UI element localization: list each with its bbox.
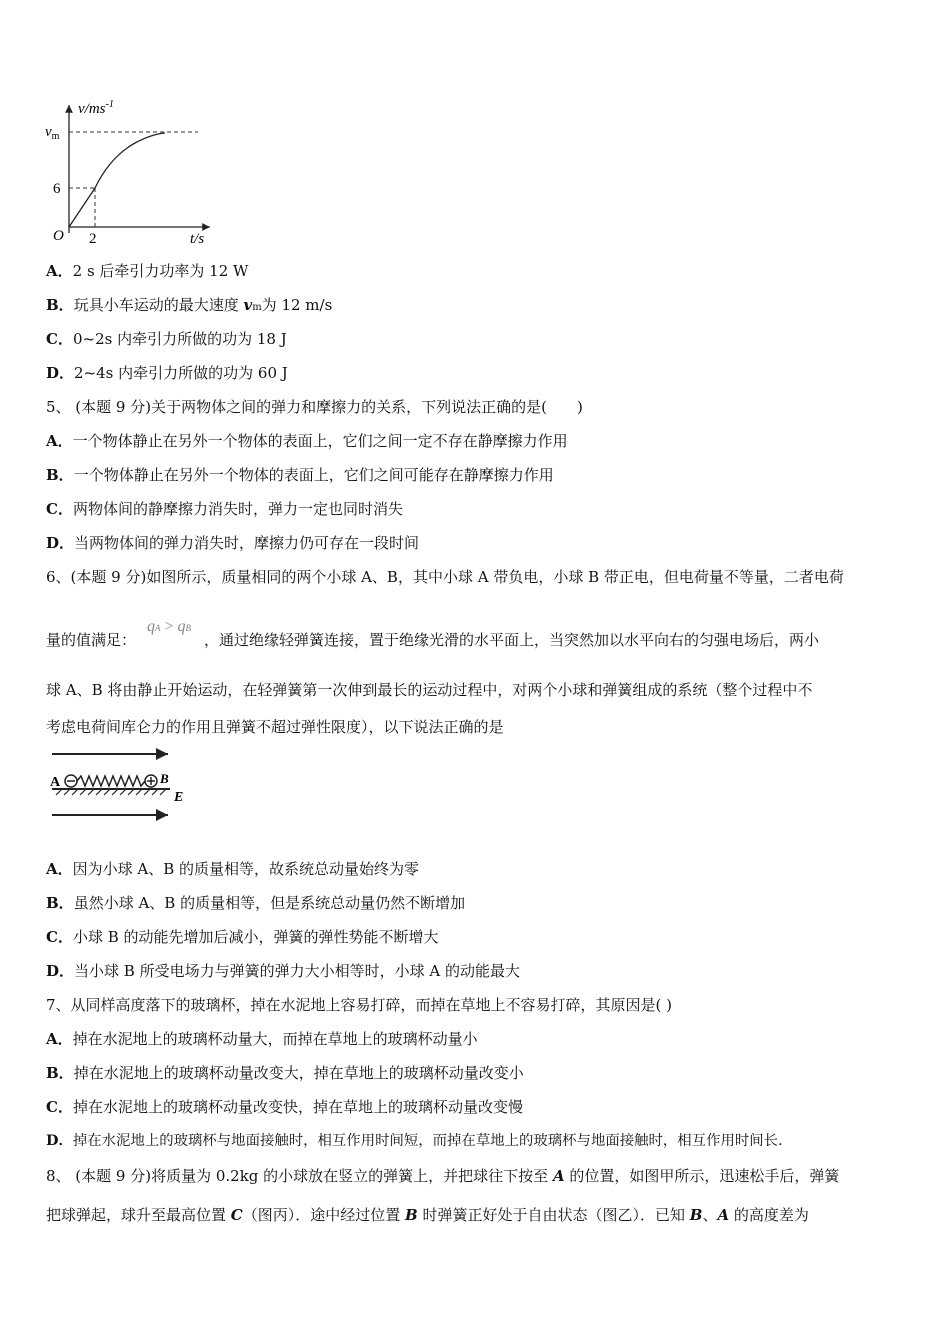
q5-option-d: D．当两物体间的弹力消失时，摩擦力仍可存在一段时间 — [46, 534, 420, 552]
q6-option-c: C．小球 B 的动能先增加后减小，弹簧的弹性势能不断增大 — [46, 928, 439, 946]
q4-option-a: A．2 s 后牵引力功率为 12 W — [46, 262, 249, 280]
q6-stem-line1: 6、(本题 9 分)如图所示，质量相同的两个小球 A、B，其中小球 A 带负电，小球 B 带正电，但电荷量不等量，二者电荷 — [46, 568, 844, 586]
origin-label: O — [53, 228, 64, 244]
q4-option-c: C．0~2s 内牵引力所做的功为 18 J — [46, 330, 287, 348]
q6-stem-line2-post: ，通过绝缘轻弹簧连接，置于绝缘光滑的水平面上，当突然加以水平向右的匀强电场后，两小 — [204, 631, 820, 649]
q6-stem-line2-pre: 量的值满足： — [46, 631, 137, 649]
y-axis-label: $v/ms^{-1}$ — [78, 99, 114, 117]
velocity-curve — [69, 133, 165, 227]
q7-option-b: B．掉在水泥地上的玻璃杯动量改变大，掉在草地上的玻璃杯动量改变小 — [46, 1064, 524, 1082]
q5-stem: 5、 (本题 9 分)关于两物体之间的弹力和摩擦力的关系，下列说法正确的是( ) — [46, 398, 583, 416]
six-label: 6 — [53, 181, 61, 197]
q4-option-d: D．2~4s 内牵引力所做的功为 60 J — [46, 364, 288, 382]
x-axis-label: t/s — [190, 231, 205, 247]
q5-option-b: B．一个物体静止在另外一个物体的表面上，它们之间可能存在静摩擦力作用 — [46, 466, 554, 484]
spring — [77, 776, 145, 786]
q7-option-c: C．掉在水泥地上的玻璃杯动量改变快，掉在草地上的玻璃杯动量改变慢 — [46, 1098, 523, 1116]
q6-option-a: A．因为小球 A、B 的质量相等，故系统总动量始终为零 — [46, 860, 420, 878]
charge-inequality: qA > qB — [147, 618, 192, 635]
ball-b-label: B — [160, 771, 169, 786]
q8-stem-line2: 把球弹起，球升至最高位置 C（图丙）．途中经过位置 B 时弹簧正好处于自由状态（图乙）．已知 B、A 的高度差为 — [46, 1206, 809, 1224]
q5-option-a: A．一个物体静止在另外一个物体的表面上，它们之间一定不存在静摩擦力作用 — [46, 432, 568, 450]
q7-option-d: D．掉在水泥地上的玻璃杯与地面接触时，相互作用时间短，而掉在草地上的玻璃杯与地面接触时，相互作用时间长. — [46, 1132, 783, 1149]
q7-option-a: A．掉在水泥地上的玻璃杯动量大，而掉在草地上的玻璃杯动量小 — [46, 1030, 478, 1048]
q4-option-b: B．玩具小车运动的最大速度 vm为 12 m/s — [46, 296, 333, 314]
q6-option-b: B．虽然小球 A、B 的质量相等，但是系统总动量仍然不断增加 — [46, 894, 466, 912]
ball-a-label: A — [50, 775, 61, 790]
q8-stem-line1: 8、 (本题 9 分)将质量为 0.2kg 的小球放在竖立的弹簧上，并把球往下按至 A 的位置，如图甲所示，迅速松手后，弹簧 — [46, 1167, 840, 1185]
q6-stem-line3: 球 A、B 将由静止开始运动，在轻弹簧第一次伸到最长的运动过程中，对两个小球和弹簧组成的系统（整个过程中不 — [46, 681, 813, 699]
vm-label: $v_m$ — [45, 124, 60, 142]
spring-figure — [46, 745, 196, 825]
velocity-time-graph — [40, 95, 220, 250]
q7-stem: 7、从同样高度落下的玻璃杯，掉在水泥地上容易打碎，而掉在草地上不容易打碎，其原因是( ) — [46, 996, 673, 1014]
q5-option-c: C．两物体间的静摩擦力消失时，弹力一定也同时消失 — [46, 500, 403, 518]
field-label-e: E — [174, 790, 184, 805]
two-label: 2 — [89, 231, 97, 247]
q6-option-d: D．当小球 B 所受电场力与弹簧的弹力大小相等时，小球 A 的动能最大 — [46, 962, 520, 980]
q6-stem-line4: 考虑电荷间库仑力的作用且弹簧不超过弹性限度），以下说法正确的是 — [46, 718, 504, 736]
